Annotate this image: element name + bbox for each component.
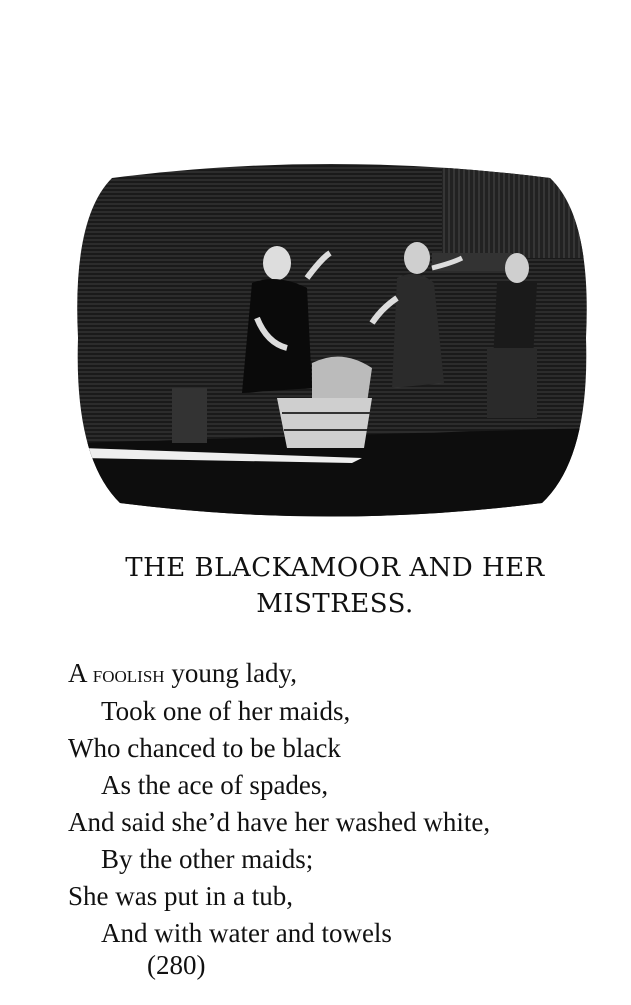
verse-line-2: Took one of her maids, <box>101 696 351 726</box>
verse-line-4: As the ace of spades, <box>101 770 329 800</box>
verse-line-7: She was put in a tub, <box>68 881 293 911</box>
verse-line-3: Who chanced to be black <box>68 733 341 763</box>
washing-scene-engraving <box>72 158 590 520</box>
poem-title <box>60 550 610 622</box>
title-line-2: MISTRESS. <box>256 589 414 619</box>
verse-line-1 <box>68 655 608 693</box>
poem-verse <box>68 655 608 952</box>
verse-line-8: And with water and towels <box>101 918 392 948</box>
first-word: A <box>68 658 87 688</box>
verse-line-6: By the other maids; <box>101 844 314 874</box>
first-smallcaps-word: foolish <box>92 661 165 688</box>
title-line-1: THE BLACKAMOOR AND HER <box>125 553 545 583</box>
verse-line-5: And said she’d have her washed white, <box>68 807 491 837</box>
woodcut-illustration <box>72 158 590 520</box>
first-line-rest: young lady, <box>164 658 298 688</box>
page-number: (280) <box>147 950 206 980</box>
